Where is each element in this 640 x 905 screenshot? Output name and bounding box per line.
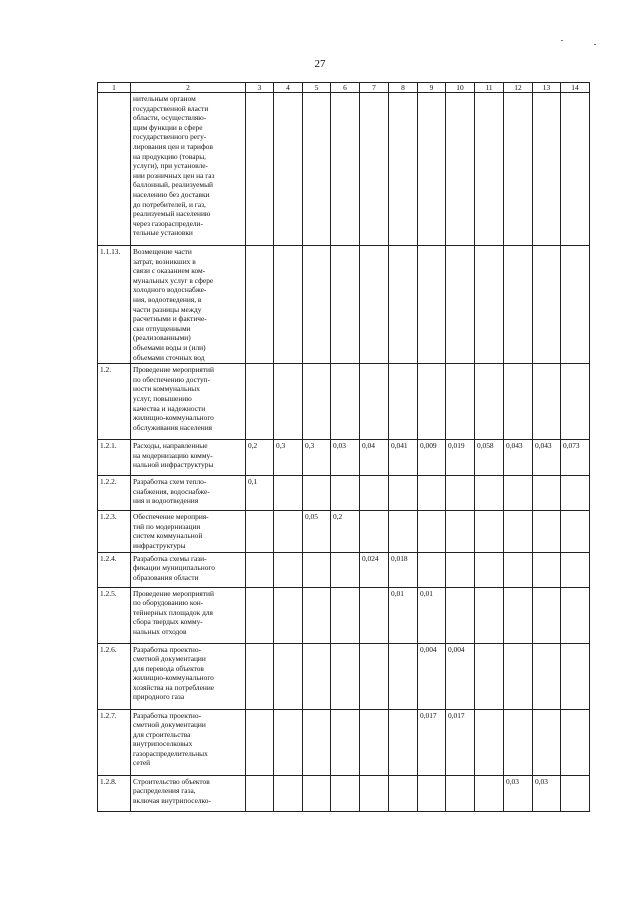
value-cell	[475, 364, 504, 440]
row-description: нительным органом государственной власти области, осуществляю- щим функции в сфере государственного регу- лирования цен и тарифов на продукцию (товары, услуги), при установле- нии розничных цен на газ баллонный, реализуемый населению без доставки до потребителей, и газ, реализуемый населению через газораспредели- тельные установки	[131, 93, 246, 246]
value-cell	[331, 552, 360, 587]
column-header: 11	[475, 83, 504, 93]
scan-mark	[561, 40, 563, 41]
value-cell: 0,009	[418, 440, 446, 476]
row-description: Разработка проектно- сметной документации для строительства внутрипоселковых газораспределительных сетей	[131, 709, 246, 775]
value-cell	[533, 709, 561, 775]
value-cell	[561, 364, 590, 440]
value-cell: 0,043	[533, 440, 561, 476]
value-cell: 0,1	[246, 476, 274, 511]
value-cell	[303, 93, 331, 246]
value-cell	[446, 587, 475, 643]
table-row	[98, 93, 590, 246]
value-cell	[446, 246, 475, 364]
value-cell	[475, 587, 504, 643]
column-header: 4	[274, 83, 303, 93]
value-cell	[331, 246, 360, 364]
value-cell	[475, 93, 504, 246]
value-cell: 0,05	[303, 511, 331, 552]
value-cell	[389, 775, 418, 811]
value-cell	[418, 246, 446, 364]
value-cell	[561, 709, 590, 775]
value-cell	[360, 476, 389, 511]
value-cell	[418, 93, 446, 246]
value-cell	[303, 643, 331, 709]
value-cell	[360, 643, 389, 709]
value-cell: 0,041	[389, 440, 418, 476]
value-cell	[533, 552, 561, 587]
table-row	[98, 440, 590, 476]
value-cell	[418, 476, 446, 511]
value-cell	[274, 246, 303, 364]
value-cell	[418, 511, 446, 552]
value-cell	[533, 476, 561, 511]
table-row	[98, 476, 590, 511]
value-cell	[274, 775, 303, 811]
value-cell	[360, 364, 389, 440]
value-cell	[331, 476, 360, 511]
value-cell: 0,058	[475, 440, 504, 476]
value-cell	[389, 511, 418, 552]
row-description: Возмещение части затрат, возникших в связи с оказанием ком- мунальных услуг в сфере холодного водоснабже- ния, водоотведения, в части разницы между расчетными и фактиче- ски отпущенными (реализованными) объемами воды и (или) объемами сточных вод	[131, 246, 246, 364]
column-header: 14	[561, 83, 590, 93]
value-cell	[389, 643, 418, 709]
value-cell	[504, 552, 533, 587]
value-cell: 0,017	[446, 709, 475, 775]
row-number: 1.2.7.	[98, 709, 131, 775]
value-cell	[504, 246, 533, 364]
value-cell	[331, 587, 360, 643]
value-cell	[303, 246, 331, 364]
value-cell	[475, 476, 504, 511]
row-description: Обеспечение мероприя- тий по модернизации систем коммунальной инфраструктуры	[131, 511, 246, 552]
column-header: 6	[331, 83, 360, 93]
row-description: Проведение мероприятий по оборудованию кон- тейнерных площадок для сбора твердых комму- нальных отходов	[131, 587, 246, 643]
value-cell	[504, 709, 533, 775]
value-cell	[274, 93, 303, 246]
value-cell	[446, 511, 475, 552]
value-cell	[389, 93, 418, 246]
value-cell	[446, 93, 475, 246]
value-cell	[446, 552, 475, 587]
value-cell	[389, 709, 418, 775]
row-description: Проведение мероприятий по обеспечению доступ- ности коммунальных услуг, повышению качества и надежности жилищно-коммунального обслуживания населения	[131, 364, 246, 440]
column-header: 2	[131, 83, 246, 93]
value-cell: 0,03	[504, 775, 533, 811]
value-cell: 0,2	[331, 511, 360, 552]
value-cell	[533, 643, 561, 709]
value-cell	[274, 364, 303, 440]
value-cell: 0,043	[504, 440, 533, 476]
value-cell: 0,03	[533, 775, 561, 811]
value-cell: 0,024	[360, 552, 389, 587]
value-cell	[303, 476, 331, 511]
value-cell	[446, 476, 475, 511]
data-table	[97, 82, 590, 812]
value-cell: 0,004	[446, 643, 475, 709]
value-cell	[360, 511, 389, 552]
value-cell	[389, 476, 418, 511]
row-number: 1.2.2.	[98, 476, 131, 511]
row-number: 1.2.4.	[98, 552, 131, 587]
value-cell	[246, 775, 274, 811]
value-cell	[360, 775, 389, 811]
value-cell: 0,01	[418, 587, 446, 643]
value-cell	[533, 246, 561, 364]
value-cell: 0,3	[303, 440, 331, 476]
value-cell	[331, 93, 360, 246]
value-cell	[533, 511, 561, 552]
value-cell: 0,2	[246, 440, 274, 476]
value-cell	[418, 775, 446, 811]
row-number: 1.2.1.	[98, 440, 131, 476]
value-cell: 0,018	[389, 552, 418, 587]
value-cell	[303, 775, 331, 811]
row-number	[98, 93, 131, 246]
page-number: 27	[314, 58, 326, 70]
value-cell	[475, 709, 504, 775]
value-cell	[360, 93, 389, 246]
column-header-row	[98, 83, 590, 93]
value-cell	[475, 246, 504, 364]
row-number: 1.1.13.	[98, 246, 131, 364]
column-header: 12	[504, 83, 533, 93]
value-cell	[246, 643, 274, 709]
value-cell	[246, 587, 274, 643]
value-cell	[389, 246, 418, 364]
table-row	[98, 511, 590, 552]
value-cell	[331, 709, 360, 775]
value-cell	[475, 775, 504, 811]
row-number: 1.2.	[98, 364, 131, 440]
value-cell	[246, 552, 274, 587]
value-cell	[504, 643, 533, 709]
value-cell	[274, 643, 303, 709]
value-cell: 0,01	[389, 587, 418, 643]
value-cell	[418, 552, 446, 587]
value-cell	[274, 709, 303, 775]
column-header: 7	[360, 83, 389, 93]
table-row	[98, 246, 590, 364]
value-cell	[274, 511, 303, 552]
value-cell	[274, 587, 303, 643]
value-cell	[475, 511, 504, 552]
column-header: 10	[446, 83, 475, 93]
value-cell: 0,03	[331, 440, 360, 476]
value-cell: 0,073	[561, 440, 590, 476]
value-cell	[561, 93, 590, 246]
value-cell	[504, 587, 533, 643]
value-cell	[303, 587, 331, 643]
row-number: 1.2.6.	[98, 643, 131, 709]
scan-mark	[594, 44, 596, 45]
value-cell	[303, 709, 331, 775]
value-cell	[246, 511, 274, 552]
value-cell	[504, 511, 533, 552]
row-number: 1.2.8.	[98, 775, 131, 811]
value-cell	[561, 246, 590, 364]
table-row	[98, 552, 590, 587]
value-cell	[246, 246, 274, 364]
row-description: Разработка схемы гази- фикации муниципального образования области	[131, 552, 246, 587]
column-header: 8	[389, 83, 418, 93]
value-cell	[475, 552, 504, 587]
value-cell	[533, 364, 561, 440]
value-cell	[418, 364, 446, 440]
column-header: 9	[418, 83, 446, 93]
value-cell	[246, 93, 274, 246]
value-cell	[561, 476, 590, 511]
value-cell	[331, 364, 360, 440]
value-cell: 0,017	[418, 709, 446, 775]
table-row	[98, 364, 590, 440]
row-number: 1.2.3.	[98, 511, 131, 552]
value-cell: 0,004	[418, 643, 446, 709]
value-cell	[561, 552, 590, 587]
value-cell	[561, 643, 590, 709]
value-cell	[246, 709, 274, 775]
value-cell	[533, 587, 561, 643]
value-cell	[561, 775, 590, 811]
table-row	[98, 775, 590, 811]
column-header: 13	[533, 83, 561, 93]
table-row	[98, 709, 590, 775]
value-cell	[360, 709, 389, 775]
value-cell	[504, 476, 533, 511]
row-description: Разработка схем тепло- снабжения, водоснабже- ния и водоотведения	[131, 476, 246, 511]
value-cell	[274, 552, 303, 587]
value-cell	[389, 364, 418, 440]
table-row	[98, 643, 590, 709]
value-cell	[331, 643, 360, 709]
table-row	[98, 587, 590, 643]
value-cell	[360, 246, 389, 364]
column-header: 5	[303, 83, 331, 93]
column-header: 1	[98, 83, 131, 93]
value-cell: 0,04	[360, 440, 389, 476]
value-cell	[446, 364, 475, 440]
row-description: Строительство объектов распределения газа, включая внутрипоселко-	[131, 775, 246, 811]
value-cell	[446, 775, 475, 811]
value-cell: 0,3	[274, 440, 303, 476]
row-description: Расходы, направленные на модернизацию комму- нальной инфраструктуры	[131, 440, 246, 476]
value-cell	[561, 511, 590, 552]
value-cell	[360, 587, 389, 643]
row-number: 1.2.5.	[98, 587, 131, 643]
value-cell	[561, 587, 590, 643]
column-header: 3	[246, 83, 274, 93]
value-cell	[475, 643, 504, 709]
value-cell	[331, 775, 360, 811]
value-cell	[303, 552, 331, 587]
value-cell	[246, 364, 274, 440]
value-cell	[274, 476, 303, 511]
value-cell: 0,019	[446, 440, 475, 476]
row-description: Разработка проектно- сметной документации для перевода объектов жилищно-коммунального хозяйства на потребление природного газа	[131, 643, 246, 709]
value-cell	[533, 93, 561, 246]
value-cell	[504, 364, 533, 440]
table-body	[98, 93, 590, 812]
value-cell	[303, 364, 331, 440]
value-cell	[504, 93, 533, 246]
